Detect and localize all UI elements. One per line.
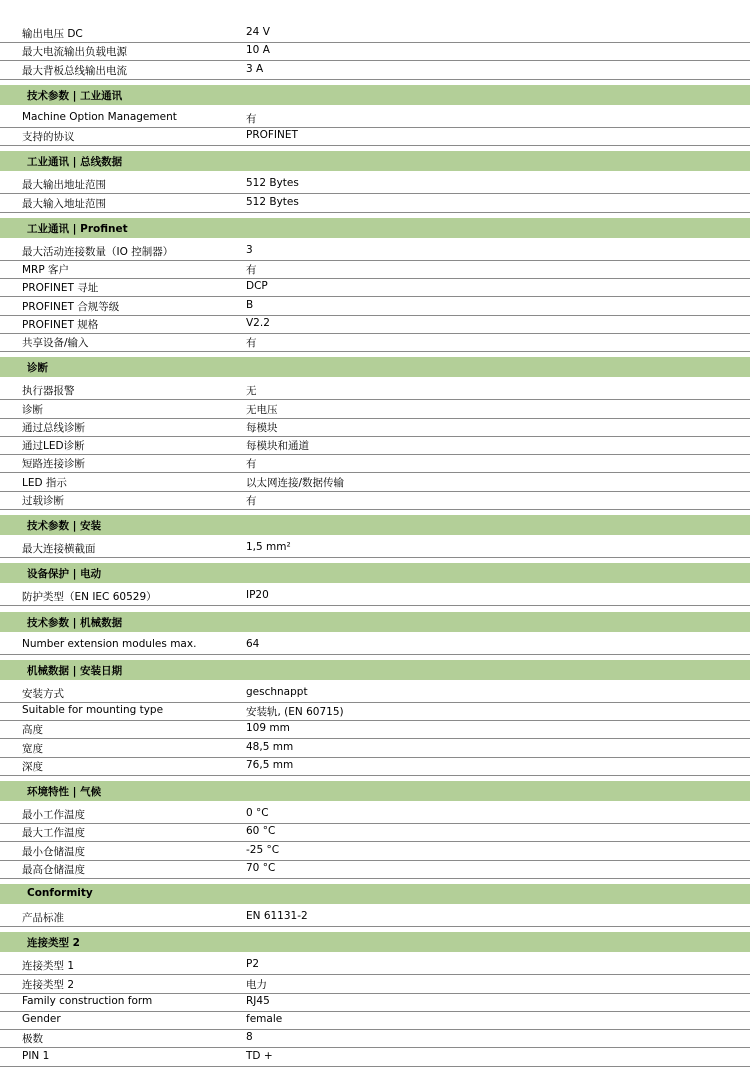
spec-row	[0, 685, 750, 703]
section-header	[0, 515, 750, 535]
spec-label: 过载诊断	[22, 495, 64, 507]
spec-row	[0, 824, 750, 842]
spec-label: 安装方式	[22, 688, 64, 700]
spec-label: 宽度	[22, 743, 43, 755]
spec-row	[0, 1030, 750, 1048]
section-header	[0, 884, 750, 904]
spec-label: 共享设备/输入	[22, 337, 89, 349]
section-header	[0, 660, 750, 680]
spec-row	[0, 25, 750, 43]
section-title: 技术参数 | 工业通讯	[27, 90, 123, 102]
section-title: 设备保护 | 电动	[27, 568, 102, 580]
spec-row	[0, 637, 750, 655]
spec-row	[0, 261, 750, 279]
spec-row	[0, 43, 750, 61]
section-header	[0, 357, 750, 377]
spec-row	[0, 279, 750, 297]
spec-row	[0, 703, 750, 721]
spec-row	[0, 758, 750, 776]
section-header	[0, 563, 750, 583]
spec-label: 最大工作温度	[22, 827, 85, 839]
spec-value: RJ45	[246, 995, 270, 1007]
spec-label: 产品标准	[22, 912, 64, 924]
spec-row	[0, 861, 750, 879]
section-title: 环境特性 | 气候	[27, 786, 102, 798]
spec-row	[0, 540, 750, 558]
spec-label: 通过总线诊断	[22, 422, 85, 434]
spec-label: PIN 1	[22, 1050, 50, 1062]
spec-label: 支持的协议	[22, 131, 75, 143]
spec-row	[0, 806, 750, 824]
spec-value: 70 °C	[246, 862, 276, 874]
spec-value: 无	[246, 385, 257, 397]
spec-label: 输出电压 DC	[22, 28, 83, 40]
spec-value: female	[246, 1013, 283, 1025]
spec-label: LED 指示	[22, 477, 67, 489]
spec-value: 60 °C	[246, 825, 276, 837]
spec-row	[0, 110, 750, 128]
spec-label: 最小仓储温度	[22, 846, 85, 858]
spec-value: 1,5 mm²	[246, 541, 291, 553]
spec-value: 0 °C	[246, 807, 269, 819]
spec-label: Machine Option Management	[22, 111, 177, 123]
spec-label: Number extension modules max.	[22, 638, 197, 650]
spec-value: 109 mm	[246, 722, 290, 734]
section-header	[0, 218, 750, 238]
spec-value: 有	[246, 495, 257, 507]
spec-value: geschnappt	[246, 686, 308, 698]
section-title: 工业通讯 | 总线数据	[27, 156, 123, 168]
spec-label: 防护类型（EN IEC 60529）	[22, 591, 157, 603]
spec-label: Family construction form	[22, 995, 153, 1007]
spec-row	[0, 994, 750, 1012]
spec-label: 诊断	[22, 404, 43, 416]
spec-value: TD +	[246, 1050, 273, 1062]
spec-row	[0, 740, 750, 758]
spec-row	[0, 1049, 750, 1067]
spec-label: 执行器报警	[22, 385, 75, 397]
spec-value: 24 V	[246, 26, 270, 38]
section-header	[0, 612, 750, 632]
section-title: Conformity	[27, 887, 93, 899]
spec-value: 有	[246, 113, 257, 125]
spec-row	[0, 437, 750, 455]
spec-row	[0, 195, 750, 213]
spec-label: MRP 客户	[22, 264, 70, 276]
spec-value: 有	[246, 264, 257, 276]
spec-row	[0, 298, 750, 316]
section-title: 诊断	[27, 362, 48, 374]
spec-value: 以太网连接/数据传输	[246, 477, 345, 489]
spec-value: 3 A	[246, 63, 264, 75]
spec-value: 每模块	[246, 422, 278, 434]
section-title: 技术参数 | 安装	[27, 520, 102, 532]
section-header	[0, 85, 750, 105]
spec-label: 最大输出地址范围	[22, 179, 106, 191]
section-header	[0, 781, 750, 801]
section-title: 工业通讯 | Profinet	[27, 223, 128, 235]
spec-label: 通过LED诊断	[22, 440, 85, 452]
spec-row	[0, 243, 750, 261]
spec-label: 极数	[22, 1033, 43, 1045]
spec-label: 最大活动连接数量（IO 控制器）	[22, 246, 174, 258]
spec-row	[0, 316, 750, 334]
spec-value: V2.2	[246, 317, 270, 329]
spec-value: EN 61131-2	[246, 910, 308, 922]
spec-label: 高度	[22, 724, 43, 736]
spec-row	[0, 909, 750, 927]
spec-label: PROFINET 规格	[22, 319, 99, 331]
spec-value: B	[246, 299, 254, 311]
spec-value: 电力	[246, 979, 267, 991]
spec-label: 最小工作温度	[22, 809, 85, 821]
spec-label: Gender	[22, 1013, 61, 1025]
spec-value: 48,5 mm	[246, 741, 294, 753]
spec-value: 64	[246, 638, 260, 650]
spec-value: 3	[246, 244, 253, 256]
spec-value: DCP	[246, 280, 268, 292]
spec-label: 最大连接横截面	[22, 543, 96, 555]
spec-value: 安装轨, (EN 60715)	[246, 706, 344, 718]
spec-value: 无电压	[246, 404, 278, 416]
spec-value: 10 A	[246, 44, 270, 56]
section-header	[0, 151, 750, 171]
spec-label: PROFINET 寻址	[22, 282, 99, 294]
spec-label: 连接类型 1	[22, 960, 75, 972]
spec-value: PROFINET	[246, 129, 298, 141]
spec-row	[0, 474, 750, 492]
spec-label: 最大背板总线输出电流	[22, 65, 127, 77]
spec-value: 8	[246, 1031, 253, 1043]
section-title: 技术参数 | 机械数据	[27, 617, 123, 629]
spec-row	[0, 62, 750, 80]
spec-row	[0, 382, 750, 400]
spec-value: -25 °C	[246, 844, 280, 856]
spec-row	[0, 588, 750, 606]
spec-row	[0, 843, 750, 861]
spec-row	[0, 334, 750, 352]
section-title: 连接类型 2	[27, 937, 80, 949]
spec-row	[0, 957, 750, 975]
spec-row	[0, 401, 750, 419]
spec-label: 短路连接诊断	[22, 458, 85, 470]
spec-label: PROFINET 合规等级	[22, 301, 120, 313]
spec-value: 76,5 mm	[246, 759, 294, 771]
spec-row	[0, 176, 750, 194]
spec-value: 有	[246, 458, 257, 470]
spec-label: 连接类型 2	[22, 979, 75, 991]
spec-value: P2	[246, 958, 260, 970]
spec-value: 有	[246, 337, 257, 349]
spec-label: 深度	[22, 761, 43, 773]
spec-value: 每模块和通道	[246, 440, 309, 452]
spec-row	[0, 419, 750, 437]
spec-value: 512 Bytes	[246, 196, 299, 208]
spec-value: 512 Bytes	[246, 177, 299, 189]
spec-label: Suitable for mounting type	[22, 704, 164, 716]
section-title: 机械数据 | 安装日期	[27, 665, 123, 677]
spec-label: 最大电流输出负载电源	[22, 46, 127, 58]
spec-value: IP20	[246, 589, 269, 601]
spec-row	[0, 976, 750, 994]
spec-label: 最大输入地址范围	[22, 198, 106, 210]
spec-row	[0, 492, 750, 510]
spec-row	[0, 128, 750, 146]
spec-row	[0, 455, 750, 473]
spec-label: 最高仓储温度	[22, 864, 85, 876]
section-header	[0, 932, 750, 952]
spec-row	[0, 1012, 750, 1030]
spec-row	[0, 721, 750, 739]
